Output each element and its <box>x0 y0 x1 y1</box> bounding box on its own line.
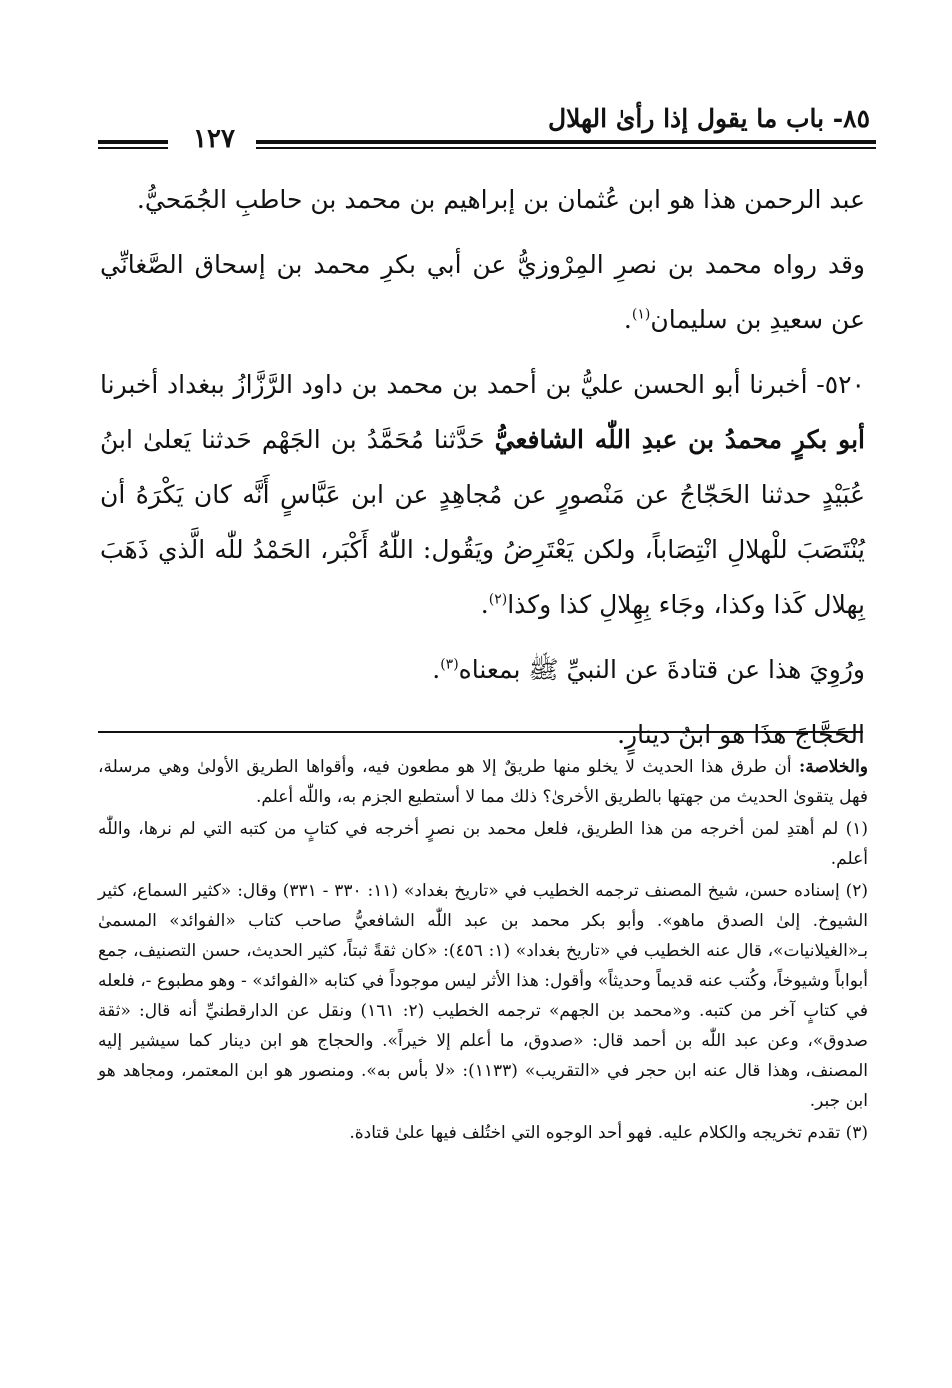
summary-note <box>98 752 868 812</box>
footnote-2: (٢) إسناده حسن، شيخ المصنف ترجمه الخطيب في «تاريخ بغداد» (١١: ٣٣٠ - ٣٣١) وقال: «كثير السماع، كثير الشيوخ. إلىٰ الصدق ماهو». وأبو بكر محمد بن عبد اللّٰه الشافعيُّ صاحب كتاب «الفوائد» المسمىٰ بـ«الغيلانيات»، قال عنه الخطيب في «تاريخ بغداد» (١: ٤٥٦): «كان ثقةً ثبتاً، كثير الحديث، حسن التصنيف، جمع أبواباً وشيوخاً، وكُتب عنه قديماً وحديثاً» وأقول: هذا الأثر ليس موجوداً في كتابه «الفوائد» - وهو مطبوع -، فلعله في كتابٍ آخر من كتبه. و«محمد بن الجهم» ترجمه الخطيب (٢: ١٦١) ونقل عن الدارقطنيِّ أنه قال: «ثقة صدوق»، وعن عبد اللّٰه بن أحمد قال: «صدوق، ما أعلم إلا خيراً». والحجاج هو ابن دينار كما سيشير إليه المصنف، وهذا قال عنه ابن حجر في «التقريب» (١١٣٣): «لا بأس به». ومنصور هو ابن المعتمر، ومجاهد هو ابن جبر. <box>98 881 868 1111</box>
summary-label: والخلاصة: <box>798 757 869 777</box>
paragraph-4-end: . <box>432 655 441 684</box>
page-header <box>98 94 876 156</box>
paragraph-3 <box>100 357 865 632</box>
footnote-separator <box>98 731 863 733</box>
paragraph-3-start: ٥٢٠- أخبرنا أبو الحسن عليُّ بن أحمد بن محمد بن داود الرَّزَّازُ ببغداد أخبرنا <box>100 370 865 399</box>
footnote-ref-1[interactable]: (١) <box>631 306 651 323</box>
footnote-ref-2[interactable]: (٢) <box>488 591 508 608</box>
paragraph-5: الحَجَّاجَ هذَا هو ابنُ دينارٍ. <box>617 720 865 749</box>
page-number: ١٢٧ <box>193 124 235 154</box>
paragraph-2-text: وقد رواه محمد بن نصرِ المِرْوزيُّ عن أبي بكرِ محمد بن إسحاق الصَّغانِّي عن سعيدِ بن سليمان <box>100 250 865 334</box>
paragraph-2 <box>100 237 865 347</box>
paragraph-3-rest: حَدَّثنا مُحَمَّدُ بن الجَهْم حَدثنا يَعلىٰ ابنُ عُبَيْدٍ حدثنا الحَجّاجُ عن مَنْصورٍ عن مُجاهِدٍ عن ابن عَبَّاسٍ أَنَّه كان يَكْرَهُ أن يُنْتَصَبَ للْهلالِ انْتِصَاباً، ولكن يَعْتَرِضُ ويَقُول: اللّٰهُ أَكْبَر، الحَمْدُ للّٰه الَّذي ذَهَبَ بِهلال كَذا وكذا، وجَاء بِهِلالِ كذا وكذا <box>100 425 865 619</box>
main-text <box>100 172 865 772</box>
paragraph-4-text: ورُوِيَ هذا عن قتادةَ عن النبيِّ ﷺ بمعناه <box>458 655 865 684</box>
summary-text: أن طرق هذا الحديث لا يخلو منها طريقٌ إلا هو مطعون فيه، وأقواها الطريق الأولىٰ وهي مرسلة، فهل يتقوىٰ الحديث من جهتها بالطريق الأخرىٰ؟ ذلك مما لا أستطيع الجزم به، واللّٰه أعلم. <box>98 757 868 807</box>
paragraph-1: عبد الرحمن هذا هو ابن عُثمان بن إبراهيم بن محمد بن حاطبِ الجُمَحيُّ. <box>136 185 865 214</box>
footnote-ref-3[interactable]: (٣) <box>440 656 459 673</box>
footnotes <box>98 752 868 1150</box>
footnote-1: (١) لم أهتدِ لمن أخرجه من هذا الطريق، فلعل محمد بن نصرٍ أخرجه في كتابٍ من كتبه التي لم نرها، واللّٰه أعلم. <box>98 819 868 869</box>
paragraph-4 <box>100 642 865 697</box>
paragraph-2-end: . <box>623 305 632 334</box>
paragraph-3-end: . <box>480 590 489 619</box>
header-rule-left <box>98 140 168 152</box>
paragraph-3-bold-name: أبو بكرٍ محمدُ بن عبدِ اللّٰه الشافعيُّ <box>494 425 865 454</box>
header-rule-right <box>256 140 876 152</box>
chapter-title: ٨٥- باب ما يقول إذا رأىٰ الهلال <box>547 104 870 133</box>
footnote-3: (٣) تقدم تخريجه والكلام عليه. فهو أحد الوجوه التي اختُلف فيها علىٰ قتادة. <box>349 1123 868 1143</box>
